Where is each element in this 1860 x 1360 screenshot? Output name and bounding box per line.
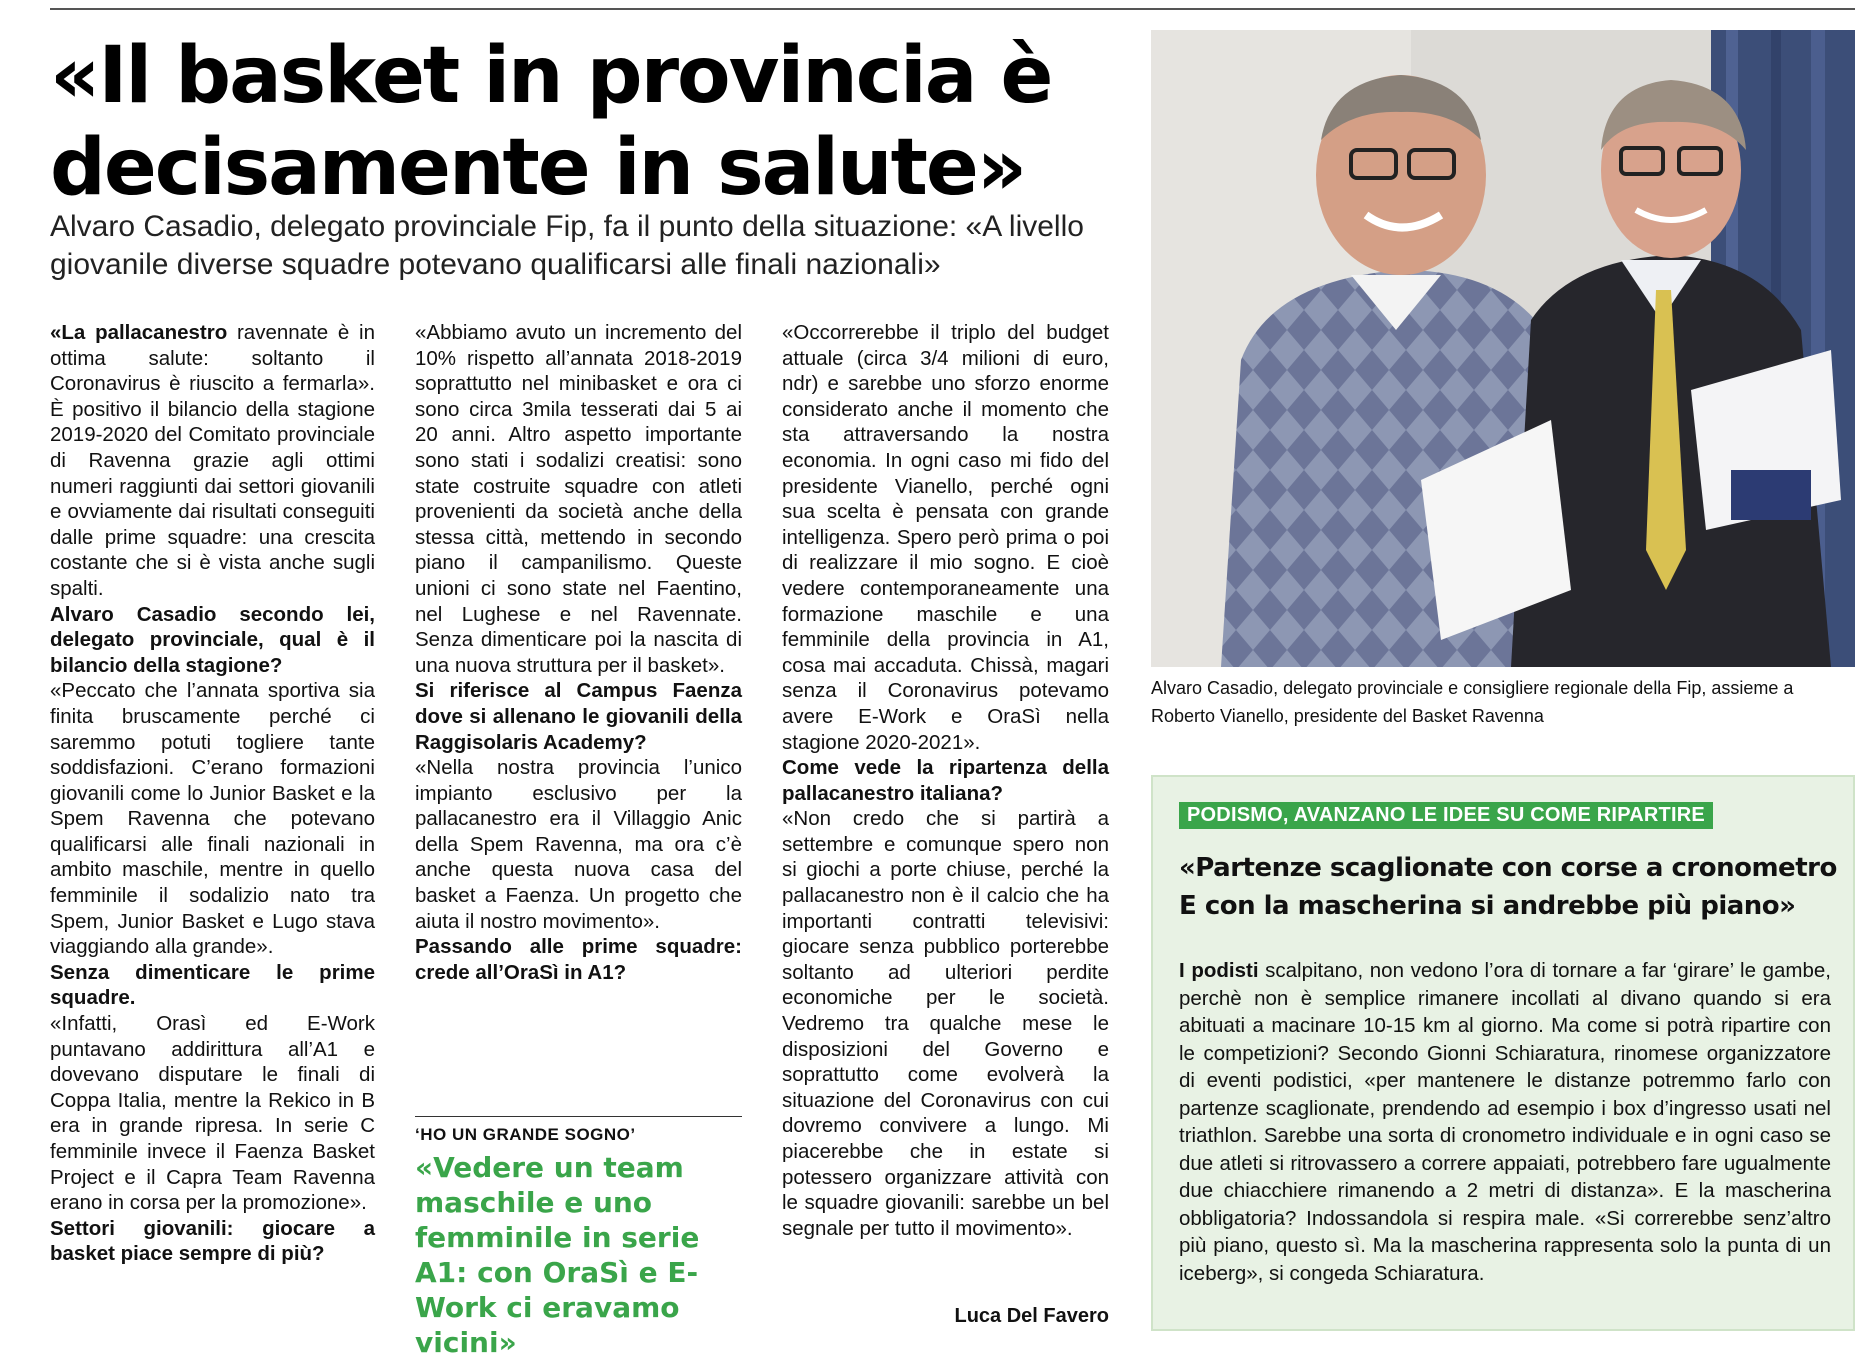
question: Senza dimenticare le prime squadre.: [50, 960, 375, 1010]
box-kicker: PODISMO, AVANZANO LE IDEE SU COME RIPARTIRE: [1179, 802, 1713, 829]
author-signature: Luca Del Favero: [954, 1305, 1109, 1327]
photo-caption: Alvaro Casadio, delegato provinciale e consigliere regionale della Fip, assieme a Roberto Vianello, presidente del Basket Ravenna: [1151, 678, 1794, 726]
box-text: scalpitano, non vedono l’ora di tornare a far ‘girare’ le gambe, perchè non è semplice rimanere incollati al divano quando si era abituati a macinare 10-15 km al giorno. Ma come si potrà ripartire con le competizioni? Secondo Gionni Schiaratura, rinomese organizzatore di eventi podistici, «per mantenere le distanze potremmo farlo con partenze scaglionate, prendendo ad esempio i box d’ingresso usati nel triathlon. Sarebbe una sorta di cronometro individuale e in ogni caso se due atleti si ritrovassero a correre appaiati, potrebbero fare ugualmente due chiacchiere rimanendo a 2 metri di distanza». E la mascherina obbligatoria? Indossandola si respira male. «Si correrebbe senz’altro più piano, questo sì. Ma la mascherina rappresenta solo la punta di un iceberg», si congeda Schiaratura.: [1179, 959, 1831, 1285]
article-column-1: [50, 320, 375, 1267]
headline: «Il basket in provincia è decisamente in salute»: [50, 31, 1052, 213]
pullquote-separator: [415, 1116, 742, 1117]
question: Settori giovanili: giocare a basket piace sempre di più?: [50, 1216, 375, 1266]
question: Si riferisce al Campus Faenza dove si allenano le giovanili della Raggisolaris Academy?: [415, 679, 742, 754]
box-body: [1179, 957, 1831, 1287]
box-title: «Partenze scaglionate con corse a cronometro E con la mascherina si andrebbe più piano»: [1179, 853, 1837, 921]
news-photo: [1151, 30, 1855, 667]
article-column-2: [415, 320, 742, 985]
sidebar-box: [1151, 775, 1855, 1331]
article-column-3: [782, 320, 1109, 1241]
box-lead: I podisti: [1179, 959, 1259, 982]
pullquote-kicker: ‘HO UN GRANDE SOGNO’: [415, 1125, 636, 1144]
photo-illustration: [1151, 30, 1855, 667]
question: Passando alle prime squadre: crede all’OraSì in A1?: [415, 935, 742, 984]
paragraph: «Nella nostra provincia l’unico impianto esclusivo per la pallacanestro era il Villaggio Anic della Spem Ravenna, ma ora c’è anche questa nuova casa del basket a Faenza. Un progetto che aiuta il nostro movimento».: [415, 756, 742, 933]
pullquote: «Vedere un team maschile e uno femminile in serie A1: con OraSì e E-Work ci eravamo vicini»: [415, 1151, 700, 1359]
subtitle: Alvaro Casadio, delegato provinciale Fip, fa il punto della situazione: «A livello giovanile diverse squadre potevano qualificarsi alle finali nazionali»: [50, 210, 1084, 281]
top-rule: [50, 8, 1855, 10]
paragraph: «La pallacanestro ravennate è in ottima salute: soltanto il Coronavirus è riuscito a fermarla». È positivo il bilancio della stagione 2019-2020 del Comitato provinciale di Ravenna grazie agli ottimi numeri raggiunti dai settori giovanili e ovviamente dai risultati conseguiti dalle prime squadre: una crescita costante che si è vista anche sugli spalti.: [50, 321, 375, 600]
question: Come vede la ripartenza della pallacanestro italiana?: [782, 756, 1109, 805]
paragraph: «Occorrerebbe il triplo del budget attuale (circa 3/4 milioni di euro, ndr) e sarebbe uno sforzo enorme considerato anche il momento che sta attraversando la nostra economia. In ogni caso mi fido del presidente Vianello, perché ogni sua scelta è pensata con grande intelligenza. Spero però prima o poi di realizzare il mio sogno. E cioè vedere contemporaneamente una formazione maschile e una femminile della provincia in A1, cosa mai accaduta. Chissà, magari senza il Coronavirus potevamo avere E-Work e OraSì nella stagione 2020-2021».: [782, 321, 1109, 754]
paragraph: «Non credo che si partirà a settembre e comunque spero non si giochi a porte chiuse, perché la pallacanestro non è il calcio che ha importanti contratti televisivi: giocare senza pubblico porterebbe soltanto ad ulteriori perdite economiche per le società. Vedremo tra qualche mese le disposizioni del Governo e soprattutto come evolverà la situazione del Coronavirus con cui dovremo convivere a lungo. Mi piacerebbe che in estate si potessero organizzare attività con le squadre giovanili: sarebbe un bel segnale per tutto il movimento».: [782, 807, 1109, 1240]
paragraph: «Abbiamo avuto un incremento del 10% rispetto all’annata 2018-2019 soprattutto nel minibasket e ora ci sono circa 3mila tesserati dai 5 ai 20 anni. Altro aspetto importante sono stati i sodalizi creatisi: sono state costruite squadre con atleti provenienti da società anche della stessa città, mettendo in secondo piano il campanilismo. Queste unioni ci sono state nel Faentino, nel Lughese e nel Ravennate. Senza dimenticare poi la nascita di una nuova struttura per il basket».: [415, 321, 742, 677]
question: Alvaro Casadio secondo lei, delegato provinciale, qual è il bilancio della stagione?: [50, 602, 375, 677]
paragraph: «Infatti, Orasì ed E-Work puntavano addirittura all’A1 e dovevano disputare le finali di Coppa Italia, mentre la Rekico in B era in grande ripresa. In serie C femminile invece il Faenza Basket Project e il Capra Team Ravenna erano in corsa per la promozione».: [50, 1012, 375, 1215]
paragraph: «Peccato che l’annata sportiva sia finita bruscamente perché ci saremmo potuti togliere tante soddisfazioni. C’erano formazioni giovanili come lo Junior Basket e la Spem Ravenna che potevano qualificarsi alle finali nazionali in ambito maschile, mentre in quello femminile il sodalizio nato tra Spem, Junior Basket e Lugo stava viaggiando alla grande».: [50, 679, 375, 959]
